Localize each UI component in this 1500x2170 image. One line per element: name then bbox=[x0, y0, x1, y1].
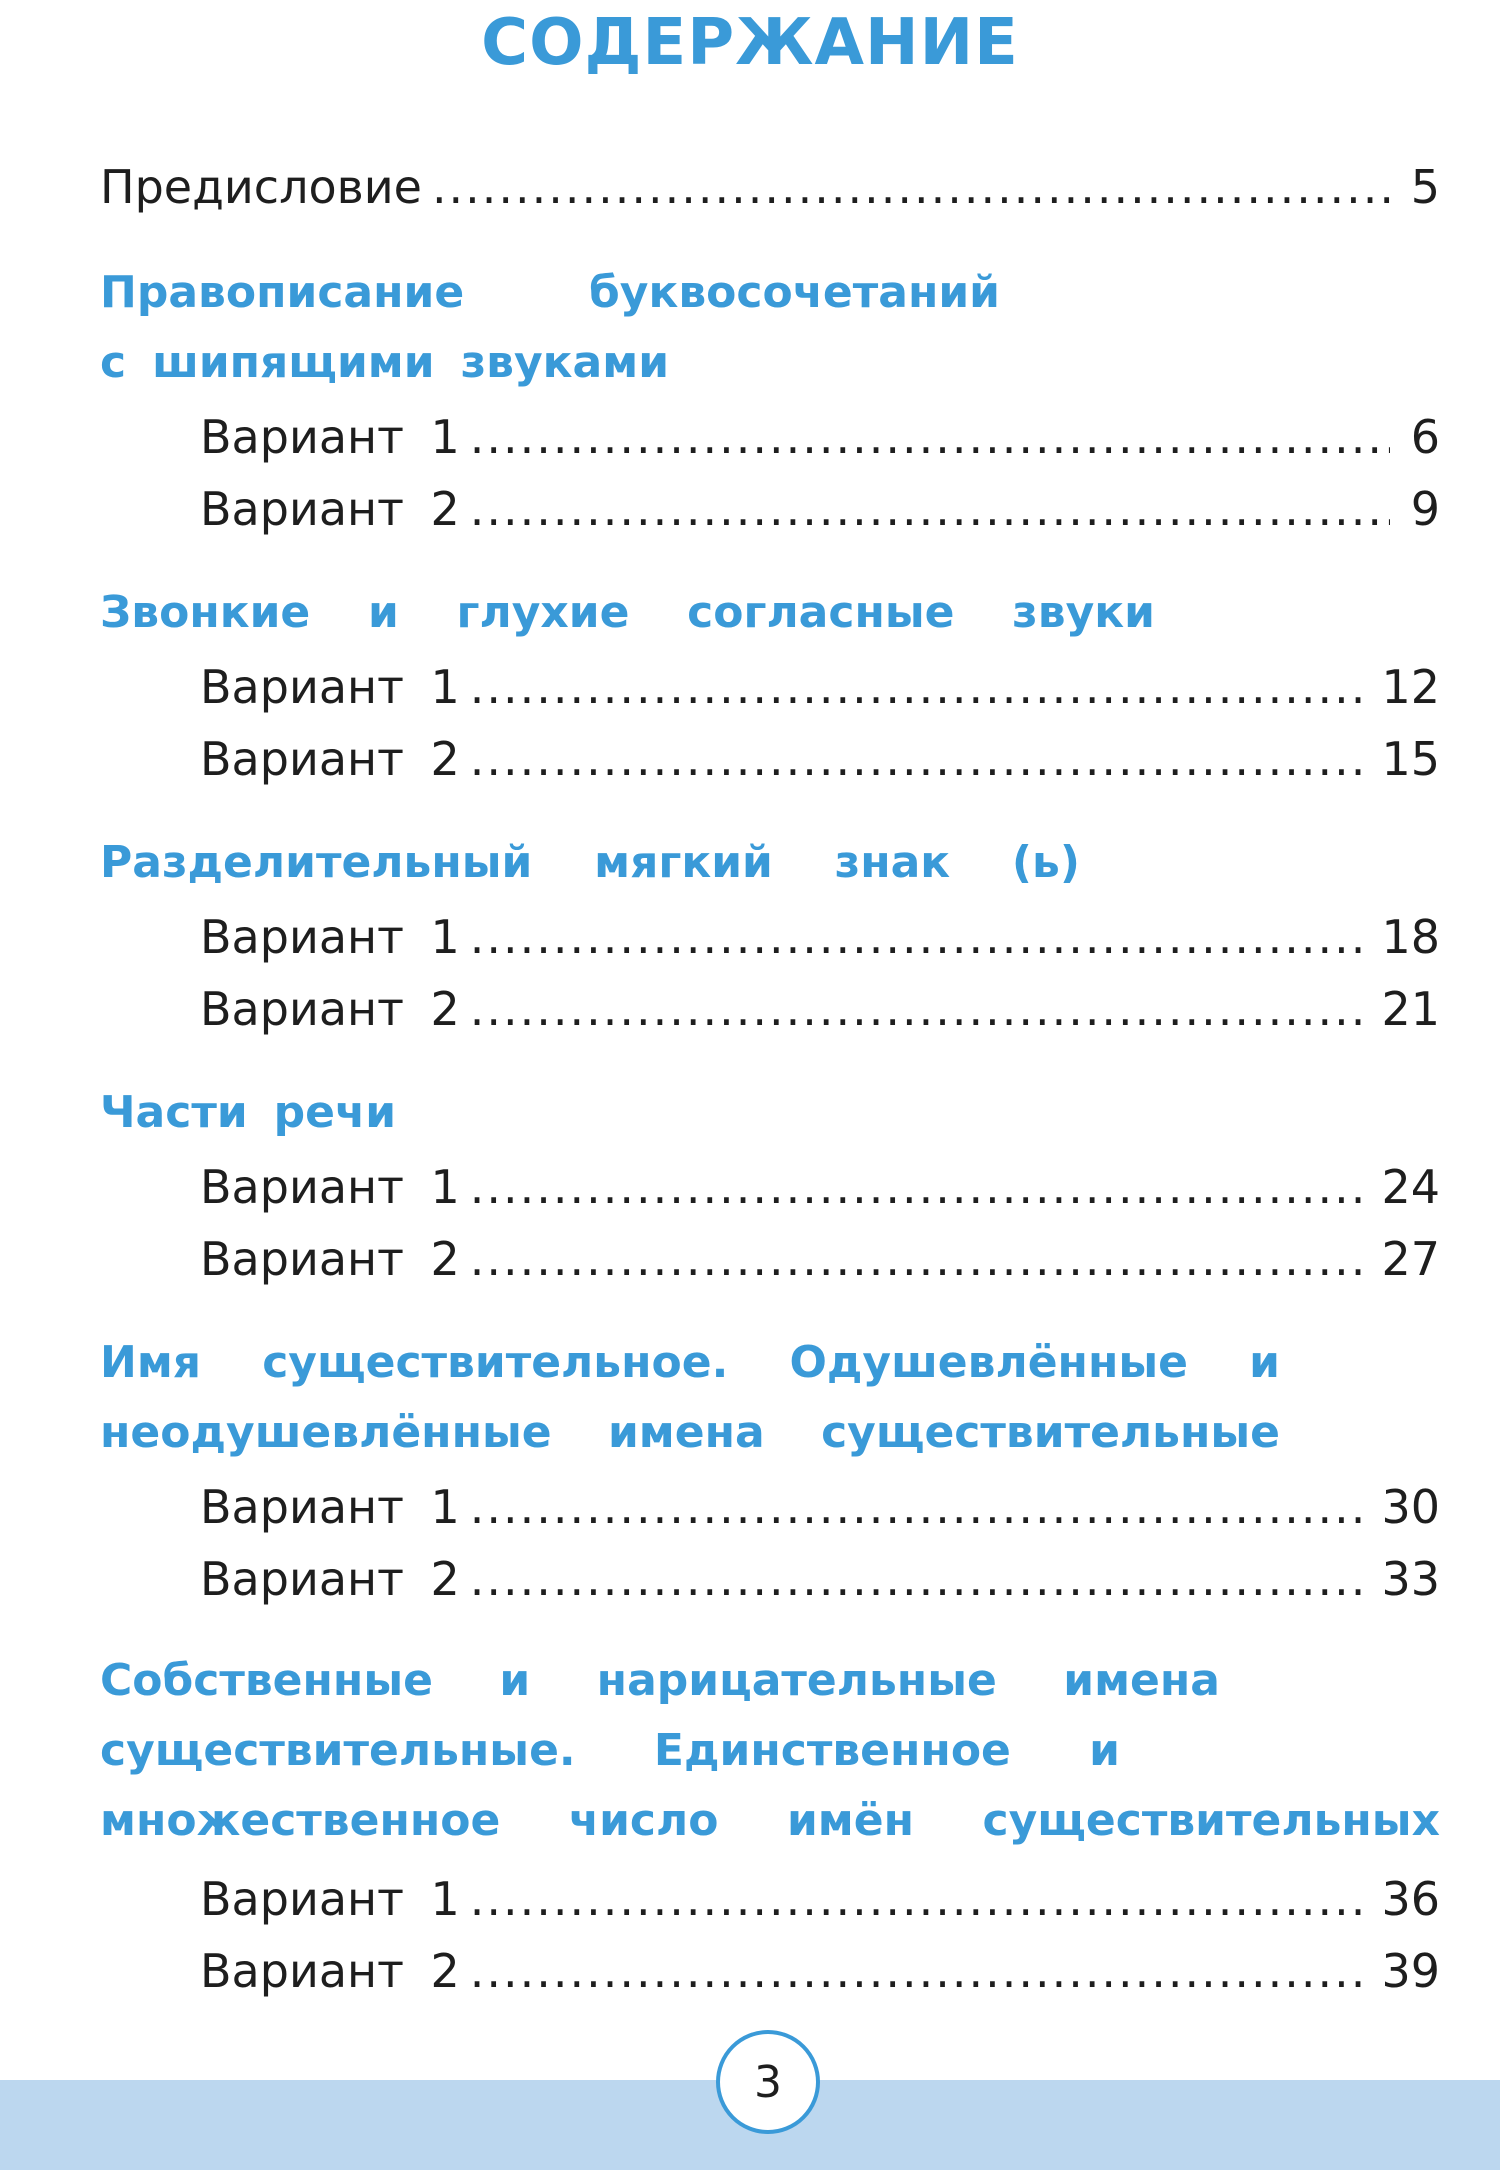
heading-word: неодушевлённые bbox=[100, 1407, 552, 1458]
toc-entry-variant[interactable] bbox=[200, 1552, 1440, 1612]
heading-word: Единственное bbox=[653, 1725, 1011, 1776]
toc-entry-label: Вариант 1 bbox=[200, 410, 460, 464]
heading-word: имена bbox=[1063, 1655, 1220, 1706]
toc-page-number: 5 bbox=[1410, 160, 1440, 214]
toc-page-number: 6 bbox=[1410, 410, 1440, 464]
leader-dots bbox=[432, 160, 1390, 214]
leader-dots bbox=[470, 410, 1390, 464]
heading-word: согласные bbox=[687, 587, 955, 638]
leader-dots bbox=[470, 1872, 1372, 1926]
leader-dots bbox=[470, 1232, 1372, 1286]
section-heading-line bbox=[100, 1716, 1120, 1786]
leader-dots bbox=[470, 1944, 1372, 1998]
section-heading bbox=[100, 1078, 500, 1148]
heading-word: Части bbox=[100, 1087, 248, 1138]
heading-word: с bbox=[100, 337, 127, 388]
leader-dots bbox=[470, 1160, 1372, 1214]
toc-entry-variant[interactable] bbox=[200, 1872, 1440, 1932]
toc-entry-label: Вариант 1 bbox=[200, 660, 460, 714]
section-heading-line bbox=[100, 578, 1155, 648]
toc-entry-variant[interactable] bbox=[200, 910, 1440, 970]
section-heading-line bbox=[100, 258, 1000, 328]
toc-entry-label: Вариант 2 bbox=[200, 982, 460, 1036]
toc-page-number: 21 bbox=[1381, 982, 1440, 1036]
heading-word: мягкий bbox=[594, 837, 773, 888]
toc-page-number: 27 bbox=[1381, 1232, 1440, 1286]
section-heading-line bbox=[100, 1328, 1280, 1398]
toc-entry-label: Вариант 1 bbox=[200, 1872, 460, 1926]
toc-page-number: 36 bbox=[1381, 1872, 1440, 1926]
heading-word: Имя bbox=[100, 1337, 202, 1388]
toc-page-number: 39 bbox=[1381, 1944, 1440, 1998]
section-heading-line bbox=[100, 1078, 500, 1148]
toc-page-number: 18 bbox=[1381, 910, 1440, 964]
leader-dots bbox=[470, 482, 1390, 536]
toc-entry-label: Вариант 1 bbox=[200, 910, 460, 964]
toc-page-number: 9 bbox=[1410, 482, 1440, 536]
leader-dots bbox=[470, 1552, 1372, 1606]
heading-word: Одушевлённые bbox=[789, 1337, 1188, 1388]
section-heading-line bbox=[100, 328, 1000, 398]
section-heading-line bbox=[100, 828, 1080, 898]
toc-entry-label: Вариант 2 bbox=[200, 482, 460, 536]
leader-dots bbox=[470, 660, 1372, 714]
heading-word: Правописание bbox=[100, 267, 465, 318]
heading-word: Собственные bbox=[100, 1655, 433, 1706]
heading-word: существительное. bbox=[262, 1337, 729, 1388]
toc-entry-variant[interactable] bbox=[200, 982, 1440, 1042]
leader-dots bbox=[470, 1480, 1372, 1534]
section-heading-continued bbox=[100, 1786, 1440, 1856]
heading-word: глухие bbox=[456, 587, 630, 638]
toc-page-number: 15 bbox=[1381, 732, 1440, 786]
heading-word: звуки bbox=[1012, 587, 1155, 638]
heading-word: буквосочетаний bbox=[589, 267, 1000, 318]
toc-entry-variant[interactable] bbox=[200, 410, 1440, 470]
section-heading bbox=[100, 828, 1080, 898]
section-heading bbox=[100, 258, 1000, 398]
heading-word: и bbox=[1089, 1725, 1120, 1776]
toc-entry-variant[interactable] bbox=[200, 1944, 1440, 2004]
toc-entry-label: Вариант 2 bbox=[200, 1944, 460, 1998]
toc-page-number: 33 bbox=[1381, 1552, 1440, 1606]
toc-page-number: 24 bbox=[1381, 1160, 1440, 1214]
heading-word: Разделительный bbox=[100, 837, 533, 888]
leader-dots bbox=[470, 982, 1372, 1036]
toc-page-number: 30 bbox=[1381, 1480, 1440, 1534]
leader-dots bbox=[470, 732, 1372, 786]
heading-word: нарицательные bbox=[596, 1655, 997, 1706]
leader-dots bbox=[470, 910, 1372, 964]
toc-entry-variant[interactable] bbox=[200, 1232, 1440, 1292]
section-heading bbox=[100, 1646, 1220, 1716]
toc-entry-label: Вариант 1 bbox=[200, 1160, 460, 1214]
section-heading-continued bbox=[100, 1716, 1120, 1786]
heading-word: звуками bbox=[460, 337, 670, 388]
toc-entry-variant[interactable] bbox=[200, 1480, 1440, 1540]
heading-word: и bbox=[367, 587, 399, 638]
page-title: СОДЕРЖАНИЕ bbox=[481, 6, 1019, 80]
heading-word: существительных bbox=[982, 1795, 1440, 1846]
toc-entry-label: Вариант 2 bbox=[200, 732, 460, 786]
heading-word: множественное bbox=[100, 1795, 501, 1846]
heading-word: имена bbox=[607, 1407, 765, 1458]
section-heading bbox=[100, 1328, 1280, 1468]
section-heading bbox=[100, 578, 1155, 648]
toc-entry-variant[interactable] bbox=[200, 660, 1440, 720]
heading-word: существительные bbox=[821, 1407, 1280, 1458]
toc-page-number: 12 bbox=[1381, 660, 1440, 714]
toc-entry-variant[interactable] bbox=[200, 1160, 1440, 1220]
toc-entry-label: Вариант 1 bbox=[200, 1480, 460, 1534]
heading-word: и bbox=[499, 1655, 531, 1706]
toc-entry-preface[interactable] bbox=[100, 160, 1440, 220]
toc-entry-label: Предисловие bbox=[100, 160, 422, 214]
heading-word: шипящими bbox=[152, 337, 435, 388]
toc-entry-variant[interactable] bbox=[200, 732, 1440, 792]
toc-entry-variant[interactable] bbox=[200, 482, 1440, 542]
heading-word: Звонкие bbox=[100, 587, 311, 638]
heading-word: число bbox=[568, 1795, 719, 1846]
heading-word: речи bbox=[273, 1087, 397, 1138]
heading-word: и bbox=[1249, 1337, 1280, 1388]
toc-entry-label: Вариант 2 bbox=[200, 1552, 460, 1606]
section-heading-line bbox=[100, 1646, 1220, 1716]
heading-word: имён bbox=[786, 1795, 914, 1846]
section-heading-line bbox=[100, 1398, 1280, 1468]
heading-word: существительные. bbox=[100, 1725, 576, 1776]
page-number-badge: 3 bbox=[716, 2030, 820, 2134]
heading-word: знак bbox=[834, 837, 951, 888]
section-heading-line bbox=[100, 1786, 1440, 1856]
heading-word: (ь) bbox=[1011, 837, 1080, 888]
toc-entry-label: Вариант 2 bbox=[200, 1232, 460, 1286]
